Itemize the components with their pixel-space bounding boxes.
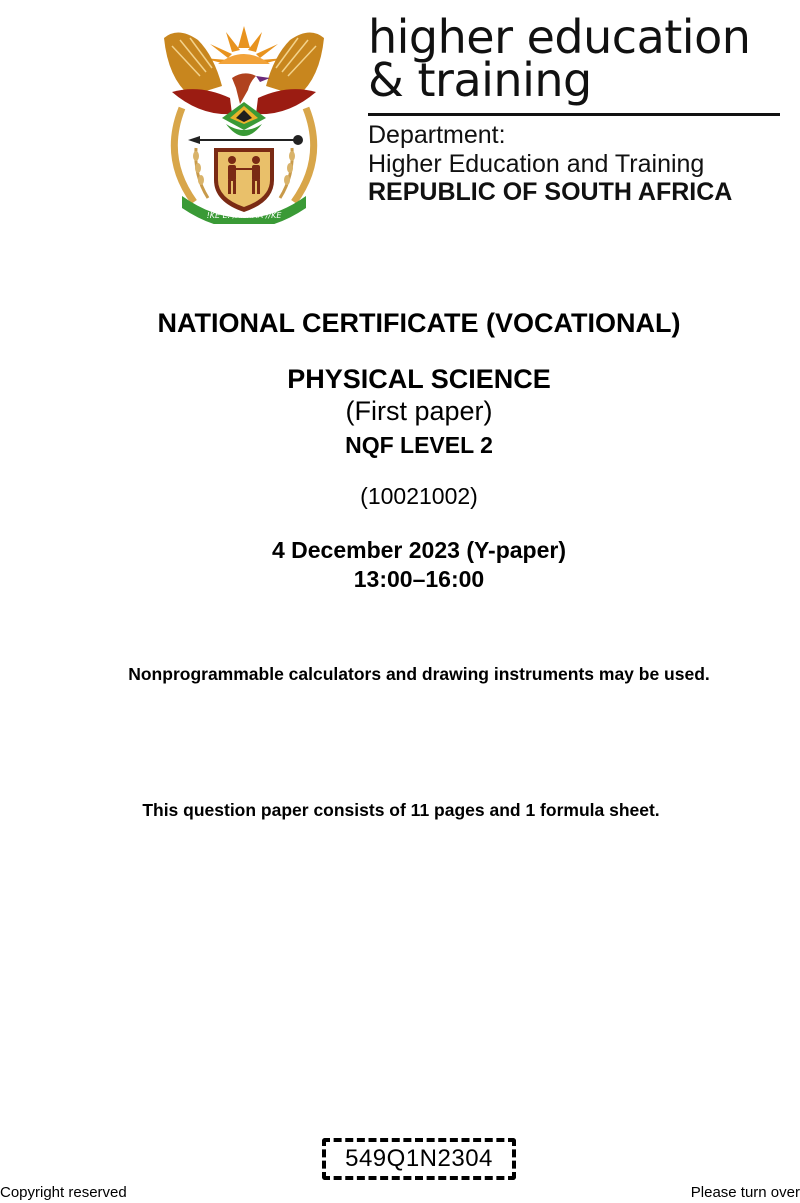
- subject-title: PHYSICAL SCIENCE: [287, 364, 551, 394]
- footer-copyright: Copyright reserved: [0, 1184, 127, 1201]
- department-name: Higher Education and Training: [368, 150, 705, 178]
- brand-divider: [368, 113, 780, 116]
- department-label: Department:: [368, 121, 506, 149]
- nqf-level: NQF LEVEL 2: [345, 432, 493, 458]
- paper-code: 549Q1N2304: [345, 1145, 493, 1172]
- brand-title-line2: & training: [368, 53, 592, 107]
- brand-title-line1: higher education: [368, 10, 751, 64]
- subject-code: (10021002): [360, 483, 478, 509]
- calculator-notice: Nonprogrammable calculators and drawing instruments may be used.: [128, 664, 710, 684]
- motto-text: !KE E: /XARRA //KE: [206, 211, 282, 220]
- coat-of-arms-icon: [160, 18, 328, 224]
- certificate-title: NATIONAL CERTIFICATE (VOCATIONAL): [157, 308, 681, 338]
- country-name: REPUBLIC OF SOUTH AFRICA: [368, 178, 733, 206]
- paper-label: (First paper): [345, 396, 493, 426]
- page-count-notice: This question paper consists of 11 pages and 1 formula sheet.: [142, 800, 660, 820]
- footer-turn-over: Please turn over: [690, 1184, 800, 1201]
- exam-date: 4 December 2023 (Y-paper): [271, 537, 567, 563]
- paper-code-box: [322, 1138, 516, 1180]
- coat-of-arms-logo: [160, 18, 328, 224]
- exam-time: 13:00–16:00: [353, 566, 485, 592]
